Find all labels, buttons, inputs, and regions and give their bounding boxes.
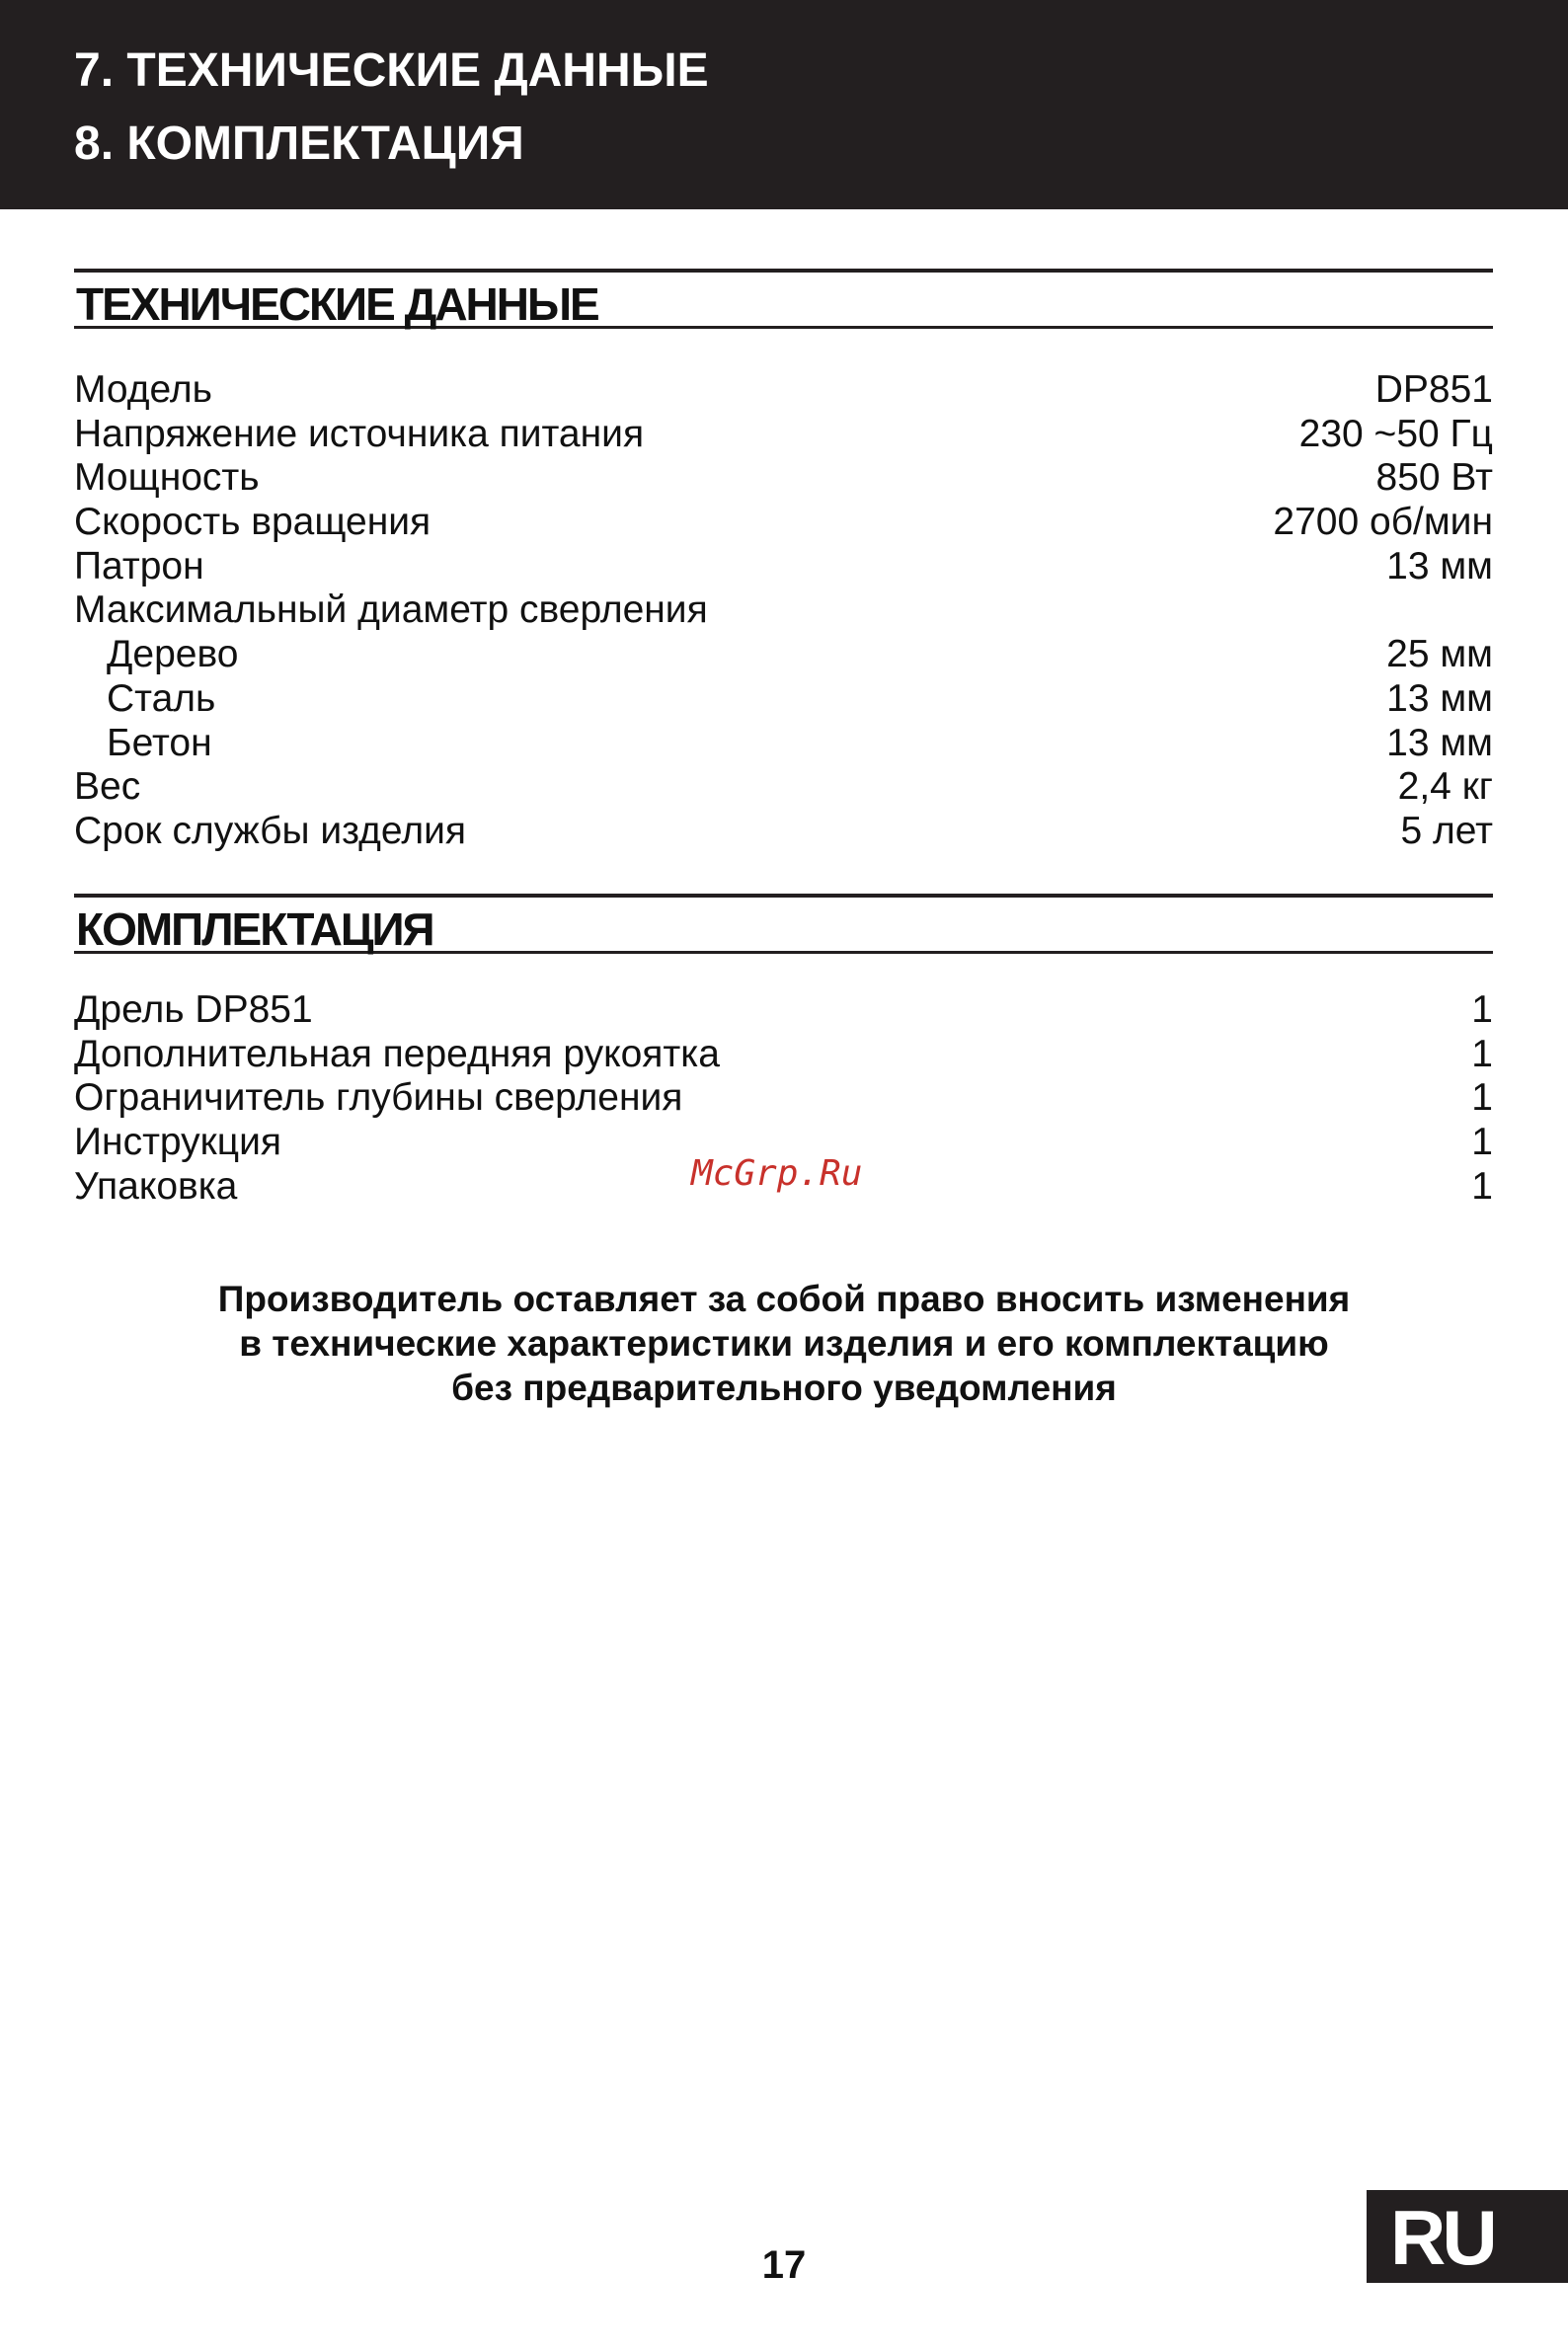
header-line-1: 7. ТЕХНИЧЕСКИЕ ДАННЫЕ xyxy=(74,44,709,97)
disclaimer-line-2: в технические характеристики изделия и его комплектацию xyxy=(239,1323,1329,1364)
spec-row-max-diameter xyxy=(74,588,1493,633)
spec-label: Скорость вращения xyxy=(74,501,431,544)
kit-label: Ограничитель глубины сверления xyxy=(74,1076,683,1120)
language-badge xyxy=(1367,2190,1568,2283)
spec-label: Модель xyxy=(74,368,212,411)
spec-label: Срок службы изделия xyxy=(74,809,466,852)
disclaimer-line-1: Производитель оставляет за собой право вносить изменения xyxy=(217,1279,1351,1319)
kit-title: КОМПЛЕКТАЦИЯ xyxy=(76,903,433,955)
spec-row-chuck xyxy=(74,545,1493,589)
spec-label: Дерево xyxy=(107,633,239,676)
page-header xyxy=(0,0,1568,209)
kit-quantity: 1 xyxy=(1471,1032,1493,1075)
spec-label: Сталь xyxy=(107,676,216,720)
spec-row-wood xyxy=(74,633,1493,677)
spec-row-concrete xyxy=(74,722,1493,766)
spec-value: 2700 об/мин xyxy=(1273,501,1493,544)
spec-label: Мощность xyxy=(74,456,260,500)
spec-label: Вес xyxy=(74,765,141,809)
spec-value: 850 Вт xyxy=(1375,456,1493,500)
spec-row-voltage xyxy=(74,413,1493,457)
specs-title-rule xyxy=(74,269,1493,329)
disclaimer-line-3: без предварительного уведомления xyxy=(451,1368,1117,1408)
specs-title: ТЕХНИЧЕСКИЕ ДАННЫЕ xyxy=(76,278,598,330)
spec-row-steel xyxy=(74,677,1493,722)
kit-label: Дрель DP851 xyxy=(74,988,313,1031)
spec-row-weight xyxy=(74,765,1493,810)
spec-row-power xyxy=(74,456,1493,501)
kit-label: Дополнительная передняя рукоятка xyxy=(74,1032,720,1075)
spec-label: Бетон xyxy=(107,721,212,764)
language-badge-label: RU xyxy=(1390,2194,1494,2281)
spec-label: Напряжение источника питания xyxy=(74,412,645,455)
kit-label: Инструкция xyxy=(74,1121,281,1164)
spec-value: 230 ~50 Гц xyxy=(1298,412,1493,455)
spec-row-service-life xyxy=(74,810,1493,854)
page-number: 17 xyxy=(761,2243,807,2287)
spec-row-model xyxy=(74,368,1493,413)
kit-row-front-handle xyxy=(74,1033,1493,1077)
disclaimer xyxy=(0,1277,1568,1410)
kit-quantity: 1 xyxy=(1471,988,1493,1031)
specs-section xyxy=(74,269,1493,852)
kit-label: Упаковка xyxy=(74,1164,238,1208)
kit-quantity: 1 xyxy=(1471,1076,1493,1120)
watermark: McGrp.Ru xyxy=(691,1153,863,1194)
spec-label: Патрон xyxy=(74,544,204,588)
spec-row-speed xyxy=(74,501,1493,545)
spec-value: 13 мм xyxy=(1386,721,1493,764)
spec-value: 13 мм xyxy=(1386,676,1493,720)
kit-quantity: 1 xyxy=(1471,1164,1493,1208)
spec-value: 13 мм xyxy=(1386,544,1493,588)
kit-row-drill xyxy=(74,988,1493,1033)
spec-value: 25 мм xyxy=(1386,633,1493,676)
kit-row-depth-stop xyxy=(74,1076,1493,1121)
spec-label: Максимальный диаметр сверления xyxy=(74,588,708,632)
specs-table xyxy=(74,368,1493,854)
header-line-2: 8. КОМПЛЕКТАЦИЯ xyxy=(74,118,524,170)
spec-value: 5 лет xyxy=(1400,809,1493,852)
kit-title-rule xyxy=(74,894,1493,954)
kit-quantity: 1 xyxy=(1471,1121,1493,1164)
spec-value: DP851 xyxy=(1374,368,1493,411)
spec-value: 2,4 кг xyxy=(1397,765,1493,809)
